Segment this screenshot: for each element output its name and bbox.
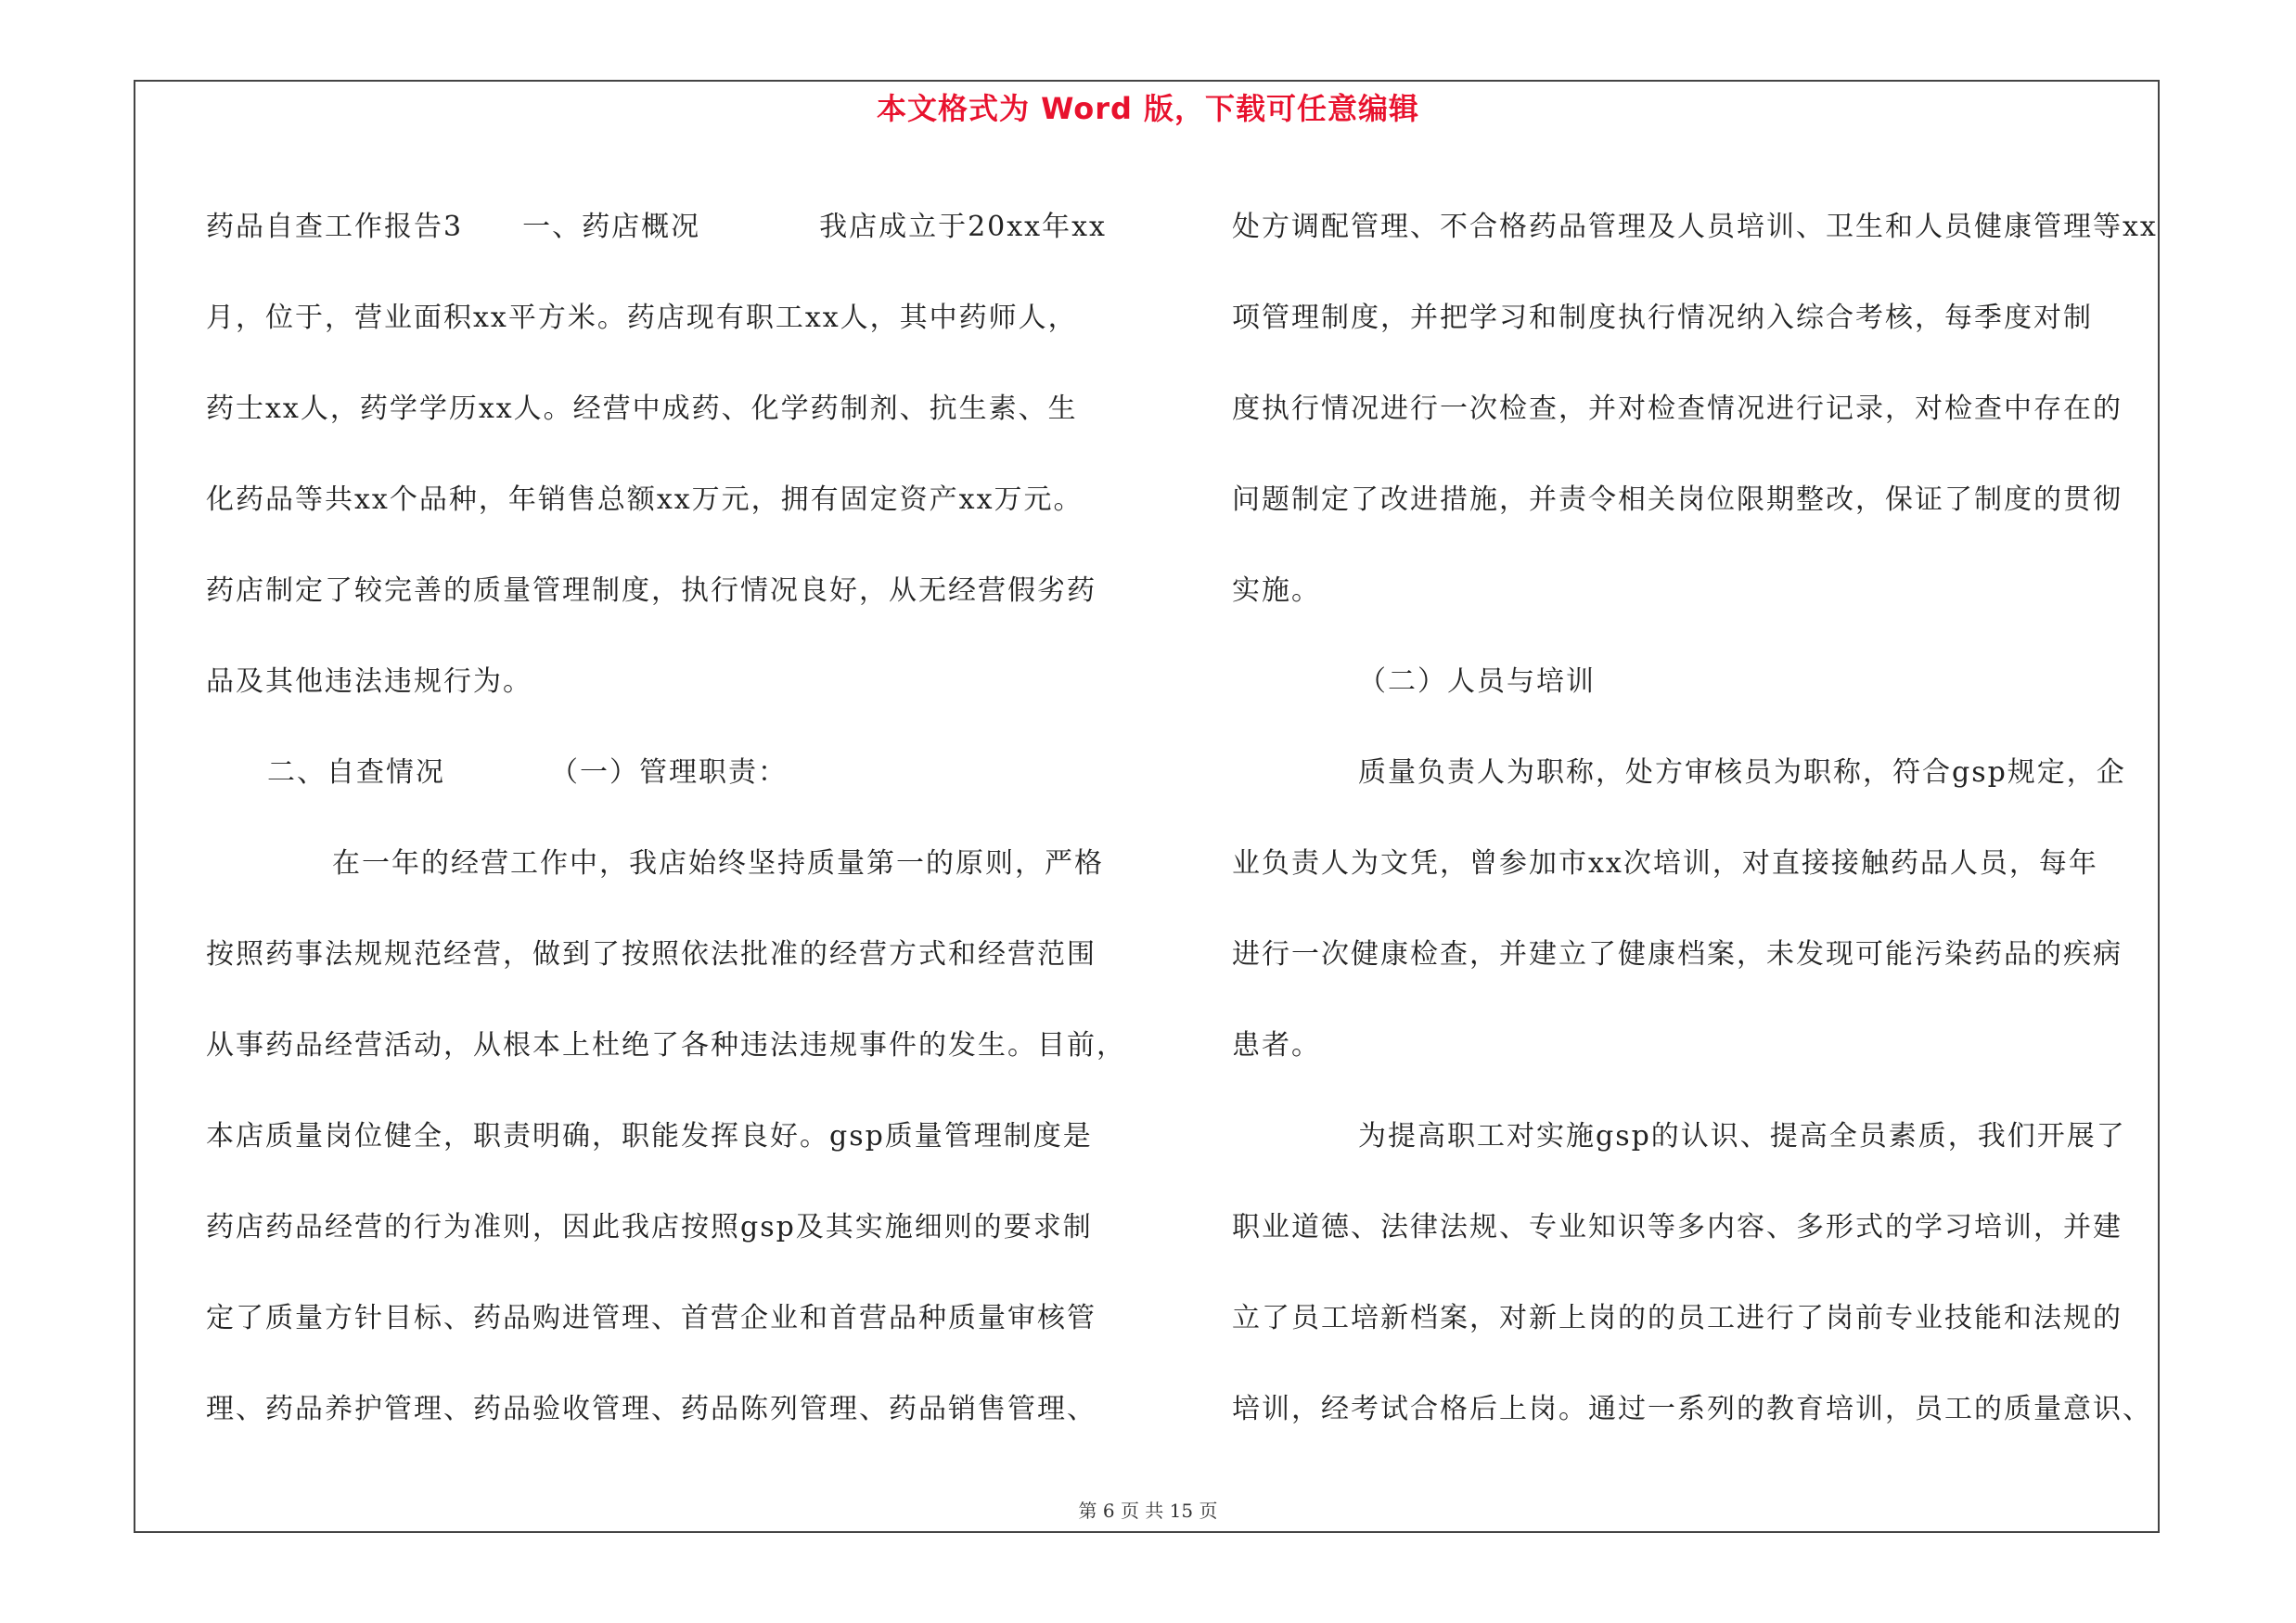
text-line: 从事药品经营活动，从根本上杜绝了各种违法违规事件的发生。目前， [206,1029,1126,1062]
text-line: 药店制定了较完善的质量管理制度，执行情况良好，从无经营假劣药 [206,574,1097,607]
left-text-column [206,182,1143,1455]
text-line: 药品自查工作报告3 一、药店概况 我店成立于20xx年xx [206,211,1107,243]
text-line: 药店药品经营的行为准则，因此我店按照gsp及其实施细则的要求制 [206,1211,1093,1243]
text-line: 度执行情况进行一次检查，并对检查情况进行记录，对检查中存在的 [1232,393,2123,425]
text-line: 问题制定了改进措施，并责令相关岗位限期整改，保证了制度的贯彻 [1232,483,2123,516]
text-line: 在一年的经营工作中，我店始终坚持质量第一的原则，严格 [332,847,1104,880]
text-line: 职业道德、法律法规、专业知识等多内容、多形式的学习培训，并建 [1232,1211,2123,1243]
text-line: 二、自查情况 （一）管理职责： [267,756,788,789]
text-line: （二）人员与培训 [1358,665,1596,698]
text-line: 按照药事法规规范经营，做到了按照依法批准的经营方式和经营范围 [206,938,1097,971]
text-line: 业负责人为文凭，曾参加市xx次培训，对直接接触药品人员，每年 [1232,847,2098,880]
text-line: 进行一次健康检查，并建立了健康档案，未发现可能污染药品的疾病 [1232,938,2123,971]
text-line: 立了员工培新档案，对新上岗的的员工进行了岗前专业技能和法规的 [1232,1302,2123,1334]
text-line: 化药品等共xx个品种，年销售总额xx万元，拥有固定资产xx万元。 [206,483,1084,516]
page-number-footer: 第 6 页 共 15 页 [1078,1500,1218,1522]
text-line: 品及其他违法违规行为。 [206,665,532,698]
text-line: 质量负责人为职称，处方审核员为职称，符合gsp规定，企 [1358,756,2126,789]
text-line: 患者。 [1232,1029,1321,1062]
text-line: 定了质量方针目标、药品购进管理、首营企业和首营品种质量审核管 [206,1302,1097,1334]
text-line: 培训，经考试合格后上岗。通过一系列的教育培训，员工的质量意识、 [1232,1393,2152,1425]
text-line: 理、药品养护管理、药品验收管理、药品陈列管理、药品销售管理、 [206,1393,1097,1425]
text-line: 实施。 [1232,574,1321,607]
text-line: 为提高职工对实施gsp的认识、提高全员素质，我们开展了 [1358,1120,2126,1153]
word-format-banner: 本文格式为 Word 版，下载可任意编辑 [876,91,1420,126]
right-text-column [1232,182,2169,1455]
text-line: 月，位于，营业面积xx平方米。药店现有职工xx人，其中药师人， [206,302,1078,334]
text-line: 药士xx人，药学学历xx人。经营中成药、化学药制剂、抗生素、生 [206,393,1078,425]
text-line: 项管理制度，并把学习和制度执行情况纳入综合考核，每季度对制 [1232,302,2093,334]
text-line: 本店质量岗位健全，职责明确，职能发挥良好。gsp质量管理制度是 [206,1120,1093,1153]
text-line: 处方调配管理、不合格药品管理及人员培训、卫生和人员健康管理等xx [1232,211,2158,243]
